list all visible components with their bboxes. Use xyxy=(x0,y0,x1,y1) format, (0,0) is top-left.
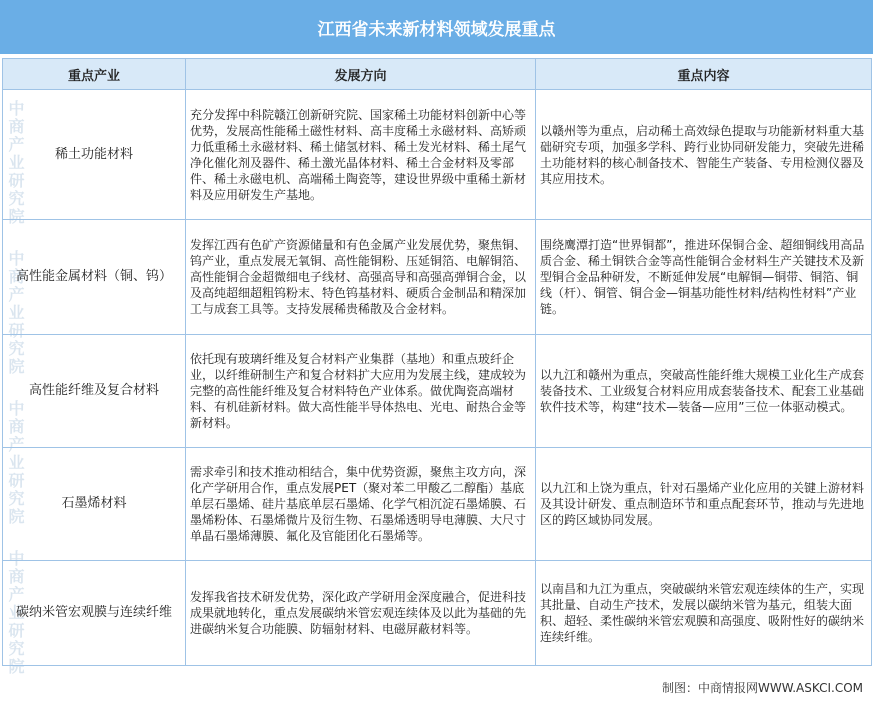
table-row xyxy=(3,220,872,335)
industry-cell: 稀土功能材料 xyxy=(3,90,186,220)
table-row xyxy=(3,90,872,220)
header-direction: 发展方向 xyxy=(186,59,536,90)
table-header-row xyxy=(3,59,872,90)
content-cell: 以九江和上饶为重点，针对石墨烯产业化应用的关键上游材料及其设计研发、重点制造环节和重点配套环节，推动与先进地区的跨区域协同发展。 xyxy=(536,448,872,561)
table-row xyxy=(3,335,872,448)
content-cell: 以九江和赣州为重点，突破高性能纤维大规模工业化生产成套装备技术、工业级复合材料应用成套装备技术、配套工业基础软件技术等，构建“技术—装备—应用”三位一体驱动模式。 xyxy=(536,335,872,448)
source-note: 制图：中商情报网WWW.ASKCI.COM xyxy=(662,681,863,695)
table-row xyxy=(3,561,872,666)
page-title: 江西省未来新材料领域发展重点 xyxy=(0,0,873,54)
focus-table xyxy=(2,58,872,666)
industry-cell: 碳纳米管宏观膜与连续纤维 xyxy=(3,561,186,666)
header-content: 重点内容 xyxy=(536,59,872,90)
direction-cell: 充分发挥中科院赣江创新研究院、国家稀土功能材料创新中心等优势，发展高性能稀土磁性材料、高丰度稀土永磁材料、高矫顽力低重稀土永磁材料、稀土储氢材料、稀土发光材料、稀土尾气净化催化剂及器件、稀土激光晶体材料、稀土合金材料及零部件、稀土永磁电机、高端稀土陶瓷等，建设世界级中重稀土新材料及应用研发生产基地。 xyxy=(186,90,536,220)
direction-cell: 发挥我省技术研发优势，深化政产学研用金深度融合，促进科技成果就地转化，重点发展碳纳米管宏观连续体及以此为基础的先进碳纳米复合功能膜、防辐射材料、电磁屏蔽材料等。 xyxy=(186,561,536,666)
watermark: 中商产业研究院 xyxy=(6,550,25,676)
content-cell: 以南昌和九江为重点，突破碳纳米管宏观连续体的生产，实现其批量、自动生产技术，发展以碳纳米管为基元，组装大面积、超轻、柔性碳纳米管宏观膜和高强度、吸附性好的碳纳米连续纤维。 xyxy=(536,561,872,666)
direction-cell: 依托现有玻璃纤维及复合材料产业集群（基地）和重点玻纤企业，以纤维研制生产和复合材料扩大应用为发展主线，建成较为完整的高性能纤维及复合材料特色产业体系。做优陶瓷高端材料、有机硅新材料。做大高性能半导体热电、光电、耐热合金等新材料。 xyxy=(186,335,536,448)
direction-cell: 发挥江西有色矿产资源储量和有色金属产业发展优势，聚焦铜、钨产业，重点发展无氧铜、高性能铜粉、压延铜箔、电解铜箔、高性能铜合金超微细电子线材、高强高导和高强高弹铜合金，以及高纯超细超粗钨粉末、特色钨基材料、硬质合金制品和精深加工与成套工具等。支持发展稀贵稀散及合金材料。 xyxy=(186,220,536,335)
industry-cell: 石墨烯材料 xyxy=(3,448,186,561)
watermark: 中商产业研究院 xyxy=(6,250,25,376)
watermark: 中商产业研究院 xyxy=(6,100,25,226)
table-row xyxy=(3,448,872,561)
industry-cell: 高性能金属材料（铜、钨） xyxy=(3,220,186,335)
industry-cell: 高性能纤维及复合材料 xyxy=(3,335,186,448)
direction-cell: 需求牵引和技术推动相结合，集中优势资源，聚焦主攻方向，深化产学研用合作，重点发展PET（聚对苯二甲酸乙二醇酯）基底单层石墨烯、硅片基底单层石墨烯、化学气相沉淀石墨烯膜、石墨烯粉体、石墨烯微片及衍生物、石墨烯透明导电薄膜、大尺寸单晶石墨烯薄膜、氟化及官能团化石墨烯等。 xyxy=(186,448,536,561)
watermark: 中商产业研究院 xyxy=(6,400,25,526)
content-cell: 以赣州等为重点，启动稀土高效绿色提取与功能新材料重大基础研究专项，加强多学科、跨行业协同研发能力，突破先进稀土功能材料的核心制备技术、智能生产装备、专用检测仪器及其应用技术。 xyxy=(536,90,872,220)
content-cell: 围绕鹰潭打造“世界铜都”，推进环保铜合金、超细铜线用高品质合金、稀土铜铁合金等高性能铜合金材料生产关键技术及新型铜合金品种研发，不断延伸发展“电解铜—铜带、铜箔、铜线（杆）、铜管、铜合金—铜基功能性材料/结构性材料”产业链。 xyxy=(536,220,872,335)
header-industry: 重点产业 xyxy=(3,59,186,90)
